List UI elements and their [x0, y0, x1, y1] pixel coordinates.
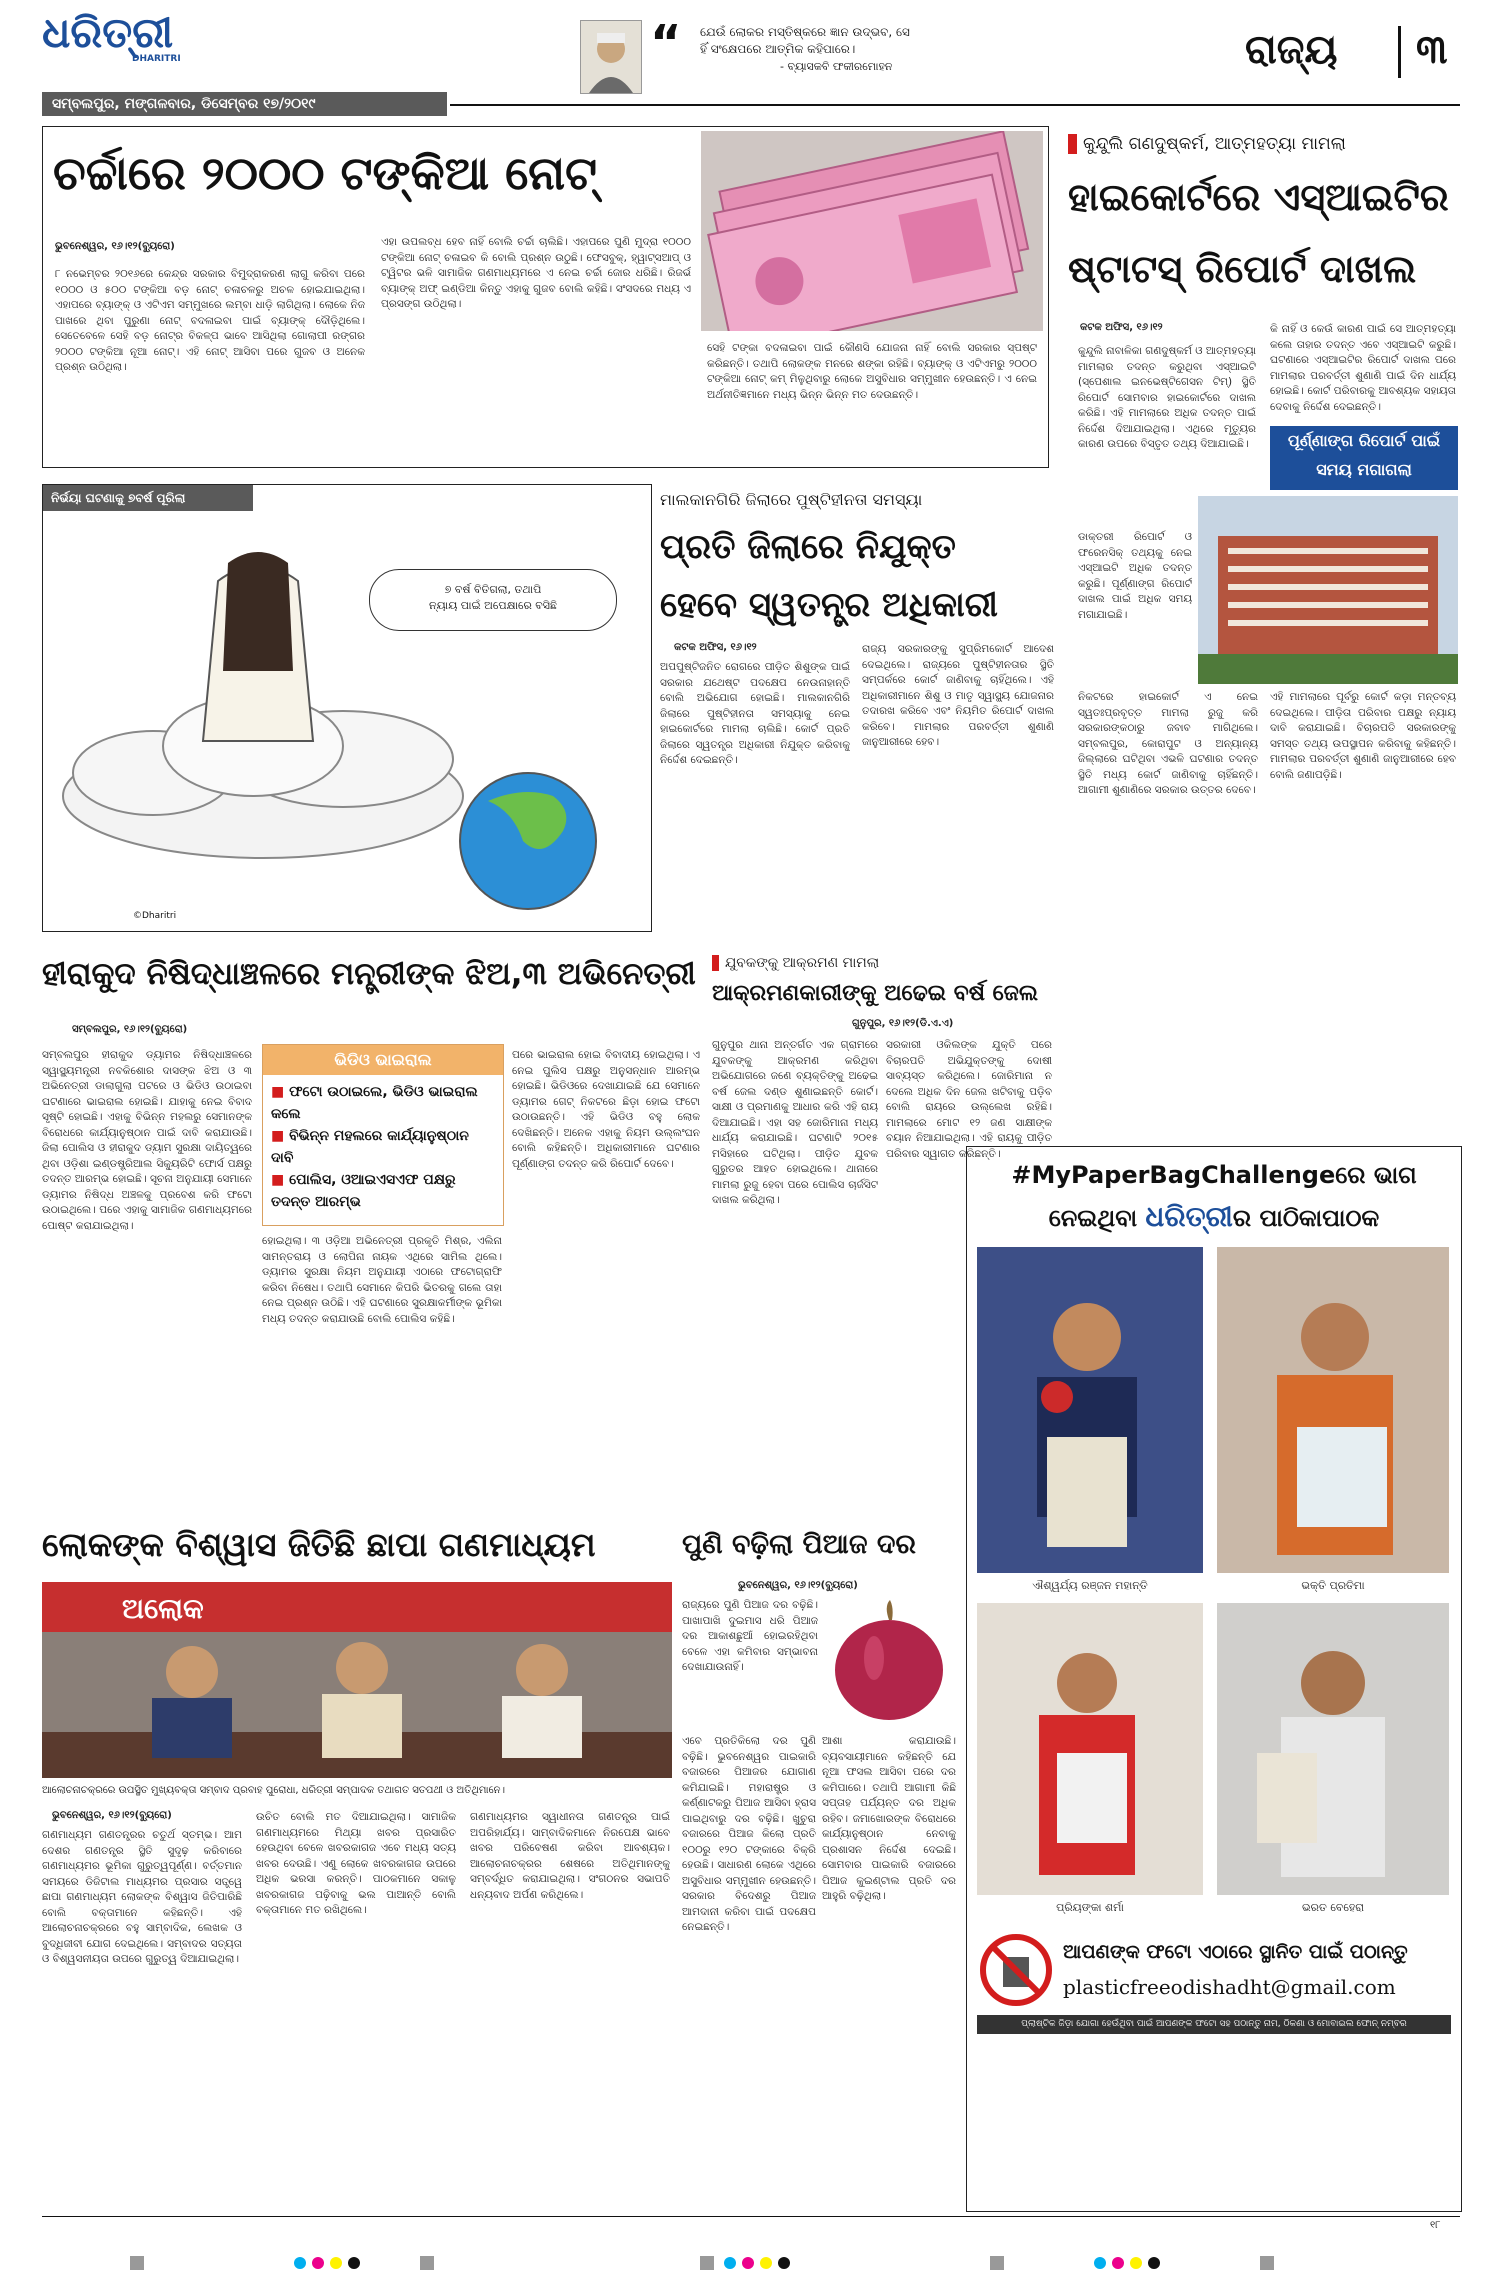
- highlight-title: ଭିଡିଓ ଭାଇରାଲ: [263, 1045, 503, 1075]
- dateline-text: ସମ୍ବଲପୁର, ମଙ୍ଗଳବାର, ଡିସେମ୍ବର ୧୭/୨୦୧୯: [52, 96, 316, 112]
- speech-line: ୭ ବର୍ଷ ବିତିଗଲା, ତଥାପି: [444, 583, 542, 596]
- reader-photo: [1217, 1603, 1449, 1895]
- hirakud-highlight-box: [262, 1044, 504, 1226]
- malkangiri-dateline: କଟକ ଅଫିସ, ୧୬।୧୨: [674, 642, 757, 653]
- reader-photo: [977, 1247, 1203, 1573]
- notes-story: [42, 126, 1049, 468]
- campaign-email[interactable]: plasticfreeodishadht@gmail.com: [1063, 1975, 1396, 1999]
- highlight-bullet: ■ ପୋଲିସ, ଓଆଇଏସଏଫ ପକ୍ଷରୁ ତଦନ୍ତ ଆରମ୍ଭ: [271, 1172, 456, 1210]
- onion-dateline: ଭୁବନେଶ୍ୱର, ୧୬।୧୨(ବ୍ୟୁରୋ): [738, 1580, 858, 1591]
- hc-col5: ଏହି ମାମଲାରେ ପୂର୍ବରୁ କୋର୍ଟ କଡ଼ା ମନ୍ତବ୍ୟ ଦେଇଥିଲେ। ପୀଡ଼ିତା ପରିବାର ପକ୍ଷରୁ ନ୍ୟାୟ ଦାବି କରାଯାଇଛି। ବିଚାରପତି ସରକାରଙ୍କୁ ସମସ୍ତ ତଥ୍ୟ ଉପସ୍ଥାପନ କରିବାକୁ କହିଛନ୍ତି। ମାମଲାର ପରବର୍ତ୍ତୀ ଶୁଣାଣି ଜାନୁଆରୀରେ ହେବ ବୋଲି ଜଣାପଡ଼ିଛି।: [1270, 691, 1456, 781]
- hc-headline: ଷ୍ଟାଟସ୍ ରିପୋର୍ଟ ଦାଖଲ: [1068, 247, 1417, 291]
- speech-bubble: [369, 569, 617, 631]
- hc-kicker: [1068, 132, 1460, 156]
- page-number: ୩: [1416, 27, 1448, 73]
- hc-story: [1068, 126, 1460, 1136]
- kicker-bar: [712, 955, 719, 971]
- campaign-box: [966, 1146, 1462, 2212]
- highlight-bullet: ■ ଫଟୋ ଉଠାଇଲେ, ଭିଡିଓ ଭାଇରାଲ କଲେ: [271, 1084, 478, 1122]
- hc-col1: କୁନ୍ଦୁଲି ନାବାଳିକା ଗଣଦୁଷ୍କର୍ମ ଓ ଆତ୍ମହତ୍ୟା ମାମଲାର ତଦନ୍ତ କରୁଥିବା ଏସ୍ଆଇଟି (ସ୍ପେଶାଲ ଇନଭେଷ୍ଟିଗେସନ ଟିମ୍) ସ୍ଥିତି ରିପୋର୍ଟ ସୋମବାର ହାଇକୋର୍ଟରେ ଦାଖଲ କରିଛି। ଏହି ମାମଲାରେ ଅଧିକ ତଦନ୍ତ ପାଇଁ ନିର୍ଦ୍ଦେଶ ଦିଆଯାଇଥିଲା। ଏଥିରେ ମୃତ୍ୟୁର କାରଣ ଉପରେ ବିସ୍ତୃତ ତଥ୍ୟ ଦିଆଯାଇଛି।: [1078, 345, 1256, 450]
- assault-kicker: ଯୁବକଙ୍କୁ ଆକ୍ରମଣ ମାମଲା: [712, 952, 1052, 974]
- media-dateline: ଭୁବନେଶ୍ୱର, ୧୬।୧୨(ବ୍ୟୁରୋ): [52, 1810, 172, 1821]
- campaign-note: ପ୍ଲାଷ୍ଟିକ ଜିଡ଼ା ଯୋଗା ହେଉଁଥିବା ପାଇଁ ଆପଣଙ୍କ ଫଟୋ ସହ ପଠାନ୍ତୁ ନାମ, ଠିକଣା ଓ ମୋବାଇଲ ଫୋନ୍ ନମ୍ବର: [977, 2015, 1451, 2034]
- media-caption: ଆଲୋଚନାଚକ୍ରରେ ଉପସ୍ଥିତ ମୁଖ୍ୟବକ୍ତା ସମ୍ବାଦ ପ୍ରବାହ ପୁରୋଧା, ଧରିତ୍ରୀ ସମ୍ପାଦକ ତଥାଗତ ସତପଥୀ ଓ ଅତିଥିମାନେ।: [42, 1785, 505, 1796]
- campaign-title: #MyPaperBagChallengeରେ ଭାଗ: [1011, 1161, 1417, 1189]
- reader-photo: [977, 1603, 1203, 1895]
- no-plastic-icon: [979, 1933, 1053, 2007]
- cartoon-credit: ©Dharitri: [133, 911, 177, 921]
- malkangiri-headline: ହେବେ ସ୍ୱତନ୍ତ୍ର ଅଧିକାରୀ: [660, 585, 998, 625]
- media-col3: ଗଣମାଧ୍ୟମର ସ୍ୱାଧୀନତା ଗଣତନ୍ତ୍ର ପାଇଁ ଅପରିହାର୍ଯ୍ୟ। ସାମ୍ବାଦିକମାନେ ନିରପେକ୍ଷ ଭାବେ ଖବର ପରିବେଷଣ କରିବା ଆବଶ୍ୟକ। ଆଲୋଚନାଚକ୍ରର ଶେଷରେ ଅତିଥିମାନଙ୍କୁ ସମ୍ବର୍ଦ୍ଧିତ କରାଯାଇଥିଲା। ସଂଗଠନର ସଭାପତି ଧନ୍ୟବାଦ ଅର୍ପଣ କରିଥିଲେ।: [470, 1811, 670, 1901]
- notes-headline: ଚର୍ଚ୍ଚାରେ ୨୦୦୦ ଟଙ୍କିଆ ନୋଟ୍: [53, 146, 598, 200]
- cartoon-title: ନିର୍ଭୟା ଘଟଣାକୁ ୭ବର୍ଷ ପୂରିଲା: [51, 491, 186, 505]
- masthead: [0, 0, 1500, 118]
- hirakud-col2: ହୋଇଥିଲା। ୩ ଓଡ଼ିଆ ଅଭିନେତ୍ରୀ ପ୍ରକୃତି ମିଶ୍ର, ଏଲିନା ସାମନ୍ତରାୟ ଓ ଲୋପିନା ନାୟକ ଏଥିରେ ସାମିଲ ଥିଲେ। ଡ୍ୟାମର ସୁରକ୍ଷା ନିୟମ ଅନୁଯାୟୀ ଏଠାରେ ଫଟୋଗ୍ରାଫି କରିବା ନିଷେଧ। ତଥାପି ସେମାନେ କିପରି ଭିତରକୁ ଗଲେ ତାହା ନେଇ ପ୍ରଶ୍ନ ଉଠିଛି। ଏହି ଘଟଣାରେ ସୁରକ୍ଷାକର୍ମୀଙ୍କ ଭୂମିକା ମଧ୍ୟ ତଦନ୍ତ କରାଯାଉଛି ବୋଲି ପୋଲିସ କହିଛି।: [262, 1235, 502, 1325]
- hc-subhead: ପୂର୍ଣ୍ଣାଙ୍ଗ ରିପୋର୍ଟ ପାଇଁ: [1287, 431, 1441, 450]
- hirakud-col1: ସମ୍ବଲପୁର ହୀରାକୁଦ ଡ୍ୟାମର ନିଷିଦ୍ଧାଞ୍ଚଳରେ ସ୍ୱାସ୍ଥ୍ୟମନ୍ତ୍ରୀ ନବକିଶୋର ଦାସଙ୍କ ଝିଅ ଓ ୩ ଅଭିନେତ୍ରୀ ଡାଲାଗୁଲା ପଟରେ ଓ ଭିଡିଓ ଉଠାଇବା ଘଟଣାରେ ଭାଇରାଲ ହୋଇଛି। ଯାହାକୁ ନେଇ ବିବାଦ ସୃଷ୍ଟି ହୋଇଛି। ଏହାକୁ ବିଭିନ୍ନ ମହଲରୁ ସେମାନଙ୍କ ବିରୋଧରେ କାର୍ଯ୍ୟାନୁଷ୍ଠାନ ପାଇଁ ଦାବି କରାଯାଉଛି। ଜିଲା ପୋଲିସ ଓ ହୀରାକୁଦ ଡ୍ୟାମ ସୁରକ୍ଷା ଦାୟିତ୍ୱରେ ଥିବା ଓଡ଼ିଶା ଇଣ୍ଡଷ୍ଟ୍ରିଆଲ ସିକ୍ୟୁରିଟି ଫୋର୍ସ ପକ୍ଷରୁ ତଦନ୍ତ ଆରମ୍ଭ ହୋଇଛି। ସୂଚନା ଅନୁଯାୟୀ ସେମାନେ ଡ୍ୟାମର ନିଷିଦ୍ଧ ଅଞ୍ଚଳକୁ ପ୍ରବେଶ କରି ଫଟୋ ଉଠାଇଥିଲେ। ପରେ ଏହାକୁ ସାମାଜିକ ଗଣମାଧ୍ୟମରେ ପୋଷ୍ଟ କରାଯାଇଥିଲା।: [42, 1049, 252, 1232]
- kicker-bar: [1068, 134, 1077, 154]
- hirakud-story: [42, 944, 702, 1514]
- section-divider: [1398, 26, 1401, 78]
- notes-dateline: ଭୁବନେଶ୍ୱର, ୧୬।୧୨(ବ୍ୟୁରୋ): [55, 241, 175, 252]
- campaign-logo: ଧରିତ୍ରୀ: [1145, 1200, 1233, 1233]
- hc-col2: କି ନାହିଁ ଓ କେଉଁ କାରଣ ପାଇଁ ସେ ଆତ୍ମହତ୍ୟା କଲେ ତାହାର ତଦନ୍ତ ଏବେ ଏସ୍ଆଇଟି କରୁଛି। ଘଟଣାରେ ଏସ୍ଆଇଟିର ରିପୋର୍ଟ ଦାଖଲ ପରେ ମାମଲାର ପରବର୍ତ୍ତୀ ଶୁଣାଣି ପାଇଁ ଦିନ ଧାର୍ଯ୍ୟ ହୋଇଛି। କୋର୍ଟ ପରିବାରକୁ ଆବଶ୍ୟକ ସହାୟତା ଦେବାକୁ ନିର୍ଦ୍ଦେଶ ଦେଇଛନ୍ତି।: [1270, 323, 1456, 413]
- malkangiri-col1: ଅପପୁଷ୍ଟିଜନିତ ରୋଗରେ ପୀଡ଼ିତ ଶିଶୁଙ୍କ ପାଇଁ ସରକାର ଯଥେଷ୍ଟ ପଦକ୍ଷେପ ନେଉନାହାନ୍ତି ବୋଲି ଅଭିଯୋଗ ହୋଇଛି। ମାଲକାନଗିରି ଜିଲାରେ ପୁଷ୍ଟିହୀନତା ସମସ୍ୟାକୁ ନେଇ ହାଇକୋର୍ଟରେ ମାମଲା ଚାଲିଛି। କୋର୍ଟ ପ୍ରତି ଜିଲାରେ ସ୍ୱତନ୍ତ୍ର ଅଧିକାରୀ ନିଯୁକ୍ତ କରିବାକୁ ନିର୍ଦ୍ଦେଶ ଦେଇଛନ୍ତି।: [660, 661, 850, 766]
- dateline-bar: [42, 92, 447, 116]
- media-story: [42, 1520, 672, 2210]
- onion-col1: ଏବେ ପ୍ରତିକିଲୋ ଦର ପୁଣି ବଢ଼ିଛି। ଭୁବନେଶ୍ୱର ପାଇକାରି ବଜାରରେ ପିଆଜର ଯୋଗାଣ କମିଯାଇଛି। ମହାରାଷ୍ଟ୍ର ଓ କର୍ଣ୍ଣାଟକରୁ ପିଆଜ ଆସିବା ହ୍ରାସ ପାଇଥିବାରୁ ଦର ବଢ଼ିଛି। ଖୁଚୁରା ବଜାରରେ ପିଆଜ କିଲୋ ପ୍ରତି ୧୦୦ରୁ ୧୨୦ ଟଙ୍କାରେ ବିକ୍ରି ହେଉଛି। ସାଧାରଣ ଲୋକେ ଏଥିରେ ଅସୁବିଧାର ସମ୍ମୁଖୀନ ହେଉଛନ୍ତି। ସରକାର ବିଦେଶରୁ ପିଆଜ ଆମଦାନୀ କରିବା ପାଇଁ ପଦକ୍ଷେପ ନେଇଛନ୍ତି।: [682, 1735, 816, 1933]
- reader-name: ଭରତ ବେହେରା: [1301, 1901, 1365, 1914]
- highlight-bullet: ■ ବିଭିନ୍ନ ମହଲରେ କାର୍ଯ୍ୟାନୁଷ୍ଠାନ ଦାବି: [271, 1128, 469, 1166]
- quote-line: ଯେଉଁ ଲୋକର ମସ୍ତିଷ୍କରେ ଜ୍ଞାନ ଉଦ୍ଭବ, ସେ: [700, 25, 910, 39]
- assault-col1: ଗୁନୁପୁର ଥାନା ଅନ୍ତର୍ଗତ ଏକ ଗ୍ରାମରେ ଯୁବକଙ୍କୁ ଆକ୍ରମଣ କରିଥିବା ଅଭିଯୋଗରେ ଜଣେ ବ୍ୟକ୍ତିଙ୍କୁ ଅଢେଇ ବର୍ଷ ଜେଲ ଦଣ୍ଡ ଶୁଣାଇଛନ୍ତି କୋର୍ଟ। ସାକ୍ଷୀ ଓ ପ୍ରମାଣକୁ ଆଧାର କରି ଏହି ରାୟ ଦିଆଯାଇଛି। ଏହା ସହ ଜୋରିମାନା ମଧ୍ୟ ଧାର୍ଯ୍ୟ କରାଯାଇଛି। ଘଟଣାଟି ୨୦୧୫ ମସିହାରେ ଘଟିଥିଲା। ପୀଡ଼ିତ ଯୁବକ ଗୁରୁତର ଆହତ ହୋଇଥିଲେ। ଥାନାରେ ମାମଲା ରୁଜୁ ହେବା ପରେ ପୋଲିସ ଚାର୍ଜସିଟ ଦାଖଲ କରିଥିଲା।: [712, 1039, 878, 1206]
- onion-headline: ପୁଣି ବଢ଼ିଲା ପିଆଜ ଦର: [682, 1529, 916, 1560]
- logo-text: ଧରିତ୍ରୀ: [42, 8, 174, 57]
- media-col1: ଗଣମାଧ୍ୟମ ଗଣତନ୍ତ୍ରର ଚତୁର୍ଥ ସ୍ତମ୍ଭ। ଆମ ଦେଶର ଗଣତନ୍ତ୍ର ସ୍ଥିତି ସୁଦୃଢ଼ କରିବାରେ ଗଣମାଧ୍ୟମର ଭୂମିକା ଗୁରୁତ୍ୱପୂର୍ଣ୍ଣ। ବର୍ତ୍ତମାନ ସମୟରେ ଡିଜିଟାଲ ମାଧ୍ୟମର ପ୍ରସାର ସତ୍ତ୍ୱେ ଛାପା ଗଣମାଧ୍ୟମ ଲୋକଙ୍କ ବିଶ୍ୱାସ ଜିତିପାରିଛି ବୋଲି ବକ୍ତାମାନେ କହିଛନ୍ତି। ଏହି ଆଲୋଚନାଚକ୍ରରେ ବହୁ ସାମ୍ବାଦିକ, ଲେଖକ ଓ ବୁଦ୍ଧିଜୀବୀ ଯୋଗ ଦେଇଥିଲେ। ସମ୍ବାଦର ସତ୍ୟତା ଓ ବିଶ୍ୱସନୀୟତା ଉପରେ ଗୁରୁତ୍ୱ ଦିଆଯାଇଥିଲା।: [42, 1829, 242, 1965]
- speech-line: ନ୍ୟାୟ ପାଇଁ ଅପେକ୍ଷାରେ ବସିଛି: [429, 599, 557, 612]
- cartoon-panel: [42, 484, 652, 932]
- reader-name: ଐଶ୍ୱର୍ଯ୍ୟ ରଞ୍ଜନ ମହାନ୍ତି: [1032, 1579, 1148, 1592]
- bullet-icon: ■: [271, 1128, 290, 1144]
- quote-line: ହିଁ ସଂକ୍ଷେପରେ ଆତ୍ମିକ କହିପାରେ।: [700, 42, 856, 56]
- notes-col2: ଏହା ଉପଲବ୍ଧ ହେବ ନାହିଁ ବୋଲି ଚର୍ଚ୍ଚା ଚାଲିଛି। ଏହାପରେ ପୁଣି ମୁଦ୍ରା ୧୦୦୦ ଟଙ୍କିଆ ନୋଟ୍ ଚଳାଇବ କି ବୋଲି ପ୍ରଶ୍ନ ଉଠୁଛି। ଫେସବୁକ୍, ହ୍ୱାଟ୍ସଆପ୍ ଓ ଟ୍ୱିଟର ଭଳି ସାମାଜିକ ଗଣମାଧ୍ୟମରେ ଏ ନେଇ ଚର୍ଚ୍ଚା ଜୋର ଧରିଛି। ରିଜର୍ଭ ବ୍ୟାଙ୍କ୍ ଅଫ୍ ଇଣ୍ଡିଆ କିନ୍ତୁ ଏହାକୁ ଗୁଜବ ବୋଲି କହିଛି। ସଂସଦରେ ମଧ୍ୟ ଏ ପ୍ରସଙ୍ଗ ଉଠିଥିଲା।: [381, 236, 691, 310]
- media-col2: ଉଚିତ ବୋଲି ମତ ଦିଆଯାଇଥିଲା। ସାମାଜିକ ଗଣମାଧ୍ୟମରେ ମିଥ୍ୟା ଖବର ପ୍ରସାରିତ ହେଉଥିବା ବେଳେ ଖବରକାଗଜ ଏବେ ମଧ୍ୟ ସତ୍ୟ ଖବର ଦେଉଛି। ଏଣୁ ଲୋକେ ଖବରକାଗଜ ଉପରେ ଅଧିକ ଭରସା କରନ୍ତି। ପାଠକମାନେ ସକାଳୁ ଖବରକାଗଜ ପଢ଼ିବାକୁ ଭଲ ପାଆନ୍ତି ବୋଲି ବକ୍ତାମାନେ ମତ ରଖିଥିଲେ।: [256, 1811, 456, 1916]
- notes-col1: ୮ ନଭେମ୍ବର ୨୦୧୬ରେ କେନ୍ଦ୍ର ସରକାର ବିମୁଦ୍ରାକରଣ ଲାଗୁ କରିବା ପରେ ୧୦୦୦ ଓ ୫୦୦ ଟଙ୍କିଆ ବଡ଼ ନୋଟ୍ ଚଳାଚଳରୁ ଅଚଳ ହୋଇଯାଇଥିଲା। ଏହାପରେ ବ୍ୟାଙ୍କ୍ ଓ ଏଟିଏମ ସମ୍ମୁଖରେ ଲମ୍ବା ଧାଡ଼ି ଲାଗିଥିଲା। ଲୋକେ ନିଜ ପାଖରେ ଥିବା ପୁରୁଣା ନୋଟ୍ ବଦଳାଇବା ପାଇଁ ବ୍ୟାଙ୍କ୍ ଦୌଡ଼ିଥିଲେ। ସେତେବେଳେ ସେହି ବଡ଼ ନୋଟ୍ର ବିକଳ୍ପ ଭାବେ ଆସିଥିଲା ଗୋଲାପୀ ରଙ୍ଗର ୨୦୦୦ ଟଙ୍କିଆ ନୂଆ ନୋଟ୍। ଏହି ନୋଟ୍ ଆସିବା ପରେ ଗୁଜବ ଓ ଅନେକ ପ୍ରଶ୍ନ ଉଠିଥିଲା।: [55, 268, 365, 373]
- hirakud-col3: ପରେ ଭାଇରାଲ ହୋଇ ବିବାଦୀୟ ହୋଇଥିଲା। ଏ ନେଇ ପୁଲିସ ପକ୍ଷରୁ ଅନୁସନ୍ଧାନ ଆରମ୍ଭ ହୋଇଛି। ଭିଡିଓରେ ଦେଖାଯାଇଛି ଯେ ସେମାନେ ଡ୍ୟାମର ଗେଟ୍ ନିକଟରେ ଛିଡ଼ା ହୋଇ ଫଟୋ ଉଠାଉଛନ୍ତି। ଏହି ଭିଡିଓ ବହୁ ଲୋକ ଦେଖିଛନ୍ତି। ଅନେକ ଏହାକୁ ନିୟମ ଉଲ୍ଲଂଘନ ବୋଲି କହିଛନ୍ତି। ଅଧିକାରୀମାନେ ଘଟଣାର ପୂର୍ଣ୍ଣାଙ୍ଗ ତଦନ୍ତ କରି ରିପୋର୍ଟ ଦେବେ।: [512, 1049, 700, 1170]
- bullet-icon: ■: [271, 1084, 290, 1100]
- media-banner: ଅଲୋକ: [122, 1592, 204, 1625]
- section-name: ରାଜ୍ୟ: [1245, 27, 1338, 73]
- hc-subhead: ସମୟ ମଗାଗଲା: [1316, 460, 1412, 479]
- hc-kicker-text: କୁନ୍ଦୁଲି ଗଣଦୁଷ୍କର୍ମ, ଆତ୍ମହତ୍ୟା ମାମଲା: [1083, 134, 1346, 154]
- logo: [42, 8, 232, 68]
- onion-story: [682, 1520, 956, 2210]
- malkangiri-kicker: ମାଲକାନଗିରି ଜିଲାରେ ପୁଷ୍ଟିହୀନତା ସମସ୍ୟା: [660, 490, 923, 509]
- media-photo: [42, 1582, 672, 1778]
- quote-mark-icon: “: [650, 15, 682, 71]
- malkangiri-col2: ରାଜ୍ୟ ସରକାରଙ୍କୁ ସୁପ୍ରିମକୋର୍ଟ ଆଦେଶ ଦେଇଥିଲେ। ରାଜ୍ୟରେ ପୁଷ୍ଟିହୀନତାର ସ୍ଥିତି ସମ୍ପର୍କରେ କୋର୍ଟ ଜାଣିବାକୁ ଚାହିଁଥିଲେ। ଏହି ଅଧିକାରୀମାନେ ଶିଶୁ ଓ ମାତୃ ସ୍ୱାସ୍ଥ୍ୟ ଯୋଜନାର ତଦାରଖ କରିବେ ଏବଂ ନିୟମିତ ରିପୋର୍ଟ ଦାଖଲ କରିବେ। ମାମଲାର ପରବର୍ତ୍ତୀ ଶୁଣାଣି ଜାନୁଆରୀରେ ହେବ।: [862, 643, 1054, 748]
- header-rule: [450, 104, 1460, 106]
- hc-subhead-box: [1270, 426, 1458, 490]
- campaign-title-row: ନେଇଥିବା ଧରିତ୍ରୀର ପାଠିକାପାଠକ: [1048, 1200, 1380, 1233]
- notes-col3: ସେହି ଟଙ୍କା ବଦଳାଇବା ପାଇଁ କୌଣସି ଯୋଜନା ନାହିଁ ବୋଲି ସରକାର ସ୍ପଷ୍ଟ କରିଛନ୍ତି। ତଥାପି ଲୋକଙ୍କ ମନରେ ଶଙ୍କା ରହିଛି। ବ୍ୟାଙ୍କ୍ ଓ ଏଟିଏମରୁ ୨୦୦୦ ଟଙ୍କିଆ ନୋଟ୍ କମ୍ ମିଳୁଥିବାରୁ ଲୋକେ ଅସୁବିଧାର ସମ୍ମୁଖୀନ ହେଉଛନ୍ତି। ଏ ନେଇ ଅର୍ଥନୀତିଜ୍ଞମାନେ ମଧ୍ୟ ଭିନ୍ନ ଭିନ୍ନ ମତ ଦେଉଛନ୍ତି।: [707, 342, 1037, 401]
- hirakud-dateline: ସମ୍ବଲପୁର, ୧୬।୧୨(ବ୍ୟୁରୋ): [72, 1024, 188, 1035]
- hc-building-photo: [1198, 496, 1458, 684]
- assault-headline: ଆକ୍ରମଣକାରୀଙ୍କୁ ଅଢେଇ ବର୍ଷ ଜେଲ: [712, 981, 1039, 1006]
- assault-col2: ସରକାରୀ ଓକିଲଙ୍କ ଯୁକ୍ତି ପରେ ବିଚାରପତି ଅଭିଯୁକ୍ତଙ୍କୁ ଦୋଷୀ ସାବ୍ୟସ୍ତ କରିଥିଲେ। ଜୋରିମାନା ନ ଦେଲେ ଅଧିକ ଦିନ ଜେଲ ଖଟିବାକୁ ପଡ଼ିବ ବୋଲି ରାୟରେ ଉଲ୍ଲେଖ ରହିଛି। ମାମଲାରେ ମୋଟ ୧୨ ଜଣ ସାକ୍ଷୀଙ୍କ ବୟାନ ନିଆଯାଇଥିଲା। ଏହି ରାୟକୁ ପୀଡ଼ିତ ପରିବାର ସ୍ୱାଗତ କରିଛନ୍ତି।: [886, 1039, 1052, 1160]
- footer-page-code: ୧୮: [1430, 2220, 1441, 2231]
- hirakud-headline: ହୀରାକୁଦ ନିଷିଦ୍ଧାଞ୍ଚଳରେ ମନ୍ତ୍ରୀଙ୍କ ଝିଅ,୩ ଅଭିନେତ୍ରୀ: [42, 956, 696, 992]
- reader-photo: [1217, 1247, 1449, 1573]
- cartoon-title-bar: [43, 485, 253, 511]
- quote-box: [700, 24, 1030, 75]
- hc-headline: ହାଇକୋର୍ଟରେ ଏସ୍ଆଇଟିର: [1068, 175, 1449, 219]
- bullet-icon: ■: [271, 1172, 290, 1188]
- author-portrait: [580, 20, 642, 94]
- hc-col4: ନିକଟରେ ହାଇକୋର୍ଟ ଏ ନେଇ ସ୍ୱତଃପ୍ରବୃତ୍ତ ମାମଲା ରୁଜୁ କରି ସରକାରଙ୍କଠାରୁ ଜବାବ ମାଗିଥିଲେ। ସମ୍ବଲପୁର, କୋରାପୁଟ ଓ ଅନ୍ୟାନ୍ୟ ଜିଲ୍ଲାରେ ଘଟିଥିବା ଏଭଳି ଘଟଣାର ତଦନ୍ତ ସ୍ଥିତି ମଧ୍ୟ କୋର୍ଟ ଜାଣିବାକୁ ଚାହିଁଛନ୍ତି। ଆଗାମୀ ଶୁଣାଣିରେ ସରକାର ଉତ୍ତର ଦେବେ।: [1078, 691, 1258, 796]
- notes-photo: [701, 131, 1043, 331]
- quote-author: - ବ୍ୟାସକବି ଫକୀରମୋହନ: [780, 60, 893, 73]
- reader-name: ଭକ୍ତି ପ୍ରତିମା: [1301, 1579, 1365, 1592]
- assault-dateline: ଗୁନୁପୁର, ୧୬।୧୨(ଡି.ଏ.ଏ): [852, 1018, 954, 1029]
- onion-col2: ଆଶା କରାଯାଉଛି। ବ୍ୟବସାୟୀମାନେ କହିଛନ୍ତି ଯେ ନୂଆ ଫସଲ ଆସିବା ପରେ ଦର କମିପାରେ। ତଥାପି ଆଗାମୀ କିଛି ସପ୍ତାହ ପର୍ଯ୍ୟନ୍ତ ଦର ଅଧିକ ରହିବ। ଜମାଖୋରଙ୍କ ବିରୋଧରେ କାର୍ଯ୍ୟାନୁଷ୍ଠାନ ନେବାକୁ ପ୍ରଶାସନ ନିର୍ଦ୍ଦେଶ ଦେଇଛି। ସୋମବାର ପାଇକାରି ବଜାରରେ ପିଆଜ କୁଇଣ୍ଟାଲ ପ୍ରତି ଦର ଆହୁରି ବଢ଼ିଥିଲା।: [822, 1735, 956, 1902]
- registration-marks: [0, 2250, 1500, 2274]
- media-headline: ଲୋକଙ୍କ ବିଶ୍ୱାସ ଜିତିଛି ଛାପା ଗଣମାଧ୍ୟମ: [42, 1525, 596, 1564]
- malkangiri-headline: ପ୍ରତି ଜିଲାରେ ନିଯୁକ୍ତ: [660, 527, 956, 567]
- onion-photo: [824, 1598, 954, 1728]
- onion-intro: ରାଜ୍ୟରେ ପୁଣି ପିଆଜ ଦର ବଢ଼ିଛି। ପାଖାପାଖି ଦୁଇମାସ ଧରି ପିଆଜ ଦର ଆକାଶଛୁଆଁ ହୋଇରହିଥିବା ବେଳେ ଏହା କମିବାର ସମ୍ଭାବନା ଦେଖାଯାଉନାହିଁ।: [682, 1599, 818, 1673]
- malkangiri-story: [660, 484, 1056, 934]
- hc-col3: ଡାକ୍ତରୀ ରିପୋର୍ଟ ଓ ଫରେନସିକ୍ ତଥ୍ୟକୁ ନେଇ ଏସ୍ଆଇଟି ଅଧିକ ତଦନ୍ତ କରୁଛି। ପୂର୍ଣ୍ଣାଙ୍ଗ ରିପୋର୍ଟ ଦାଖଲ ପାଇଁ ଅଧିକ ସମୟ ମଗାଯାଇଛି।: [1078, 531, 1192, 621]
- logo-sub: DHARITRI: [132, 54, 181, 64]
- footer-rule: [42, 2216, 1460, 2217]
- reader-name: ପ୍ରିୟଙ୍କା ଶର୍ମା: [1056, 1901, 1124, 1914]
- campaign-cta: ଆପଣଙ୍କ ଫଟୋ ଏଠାରେ ସ୍ଥାନିତ ପାଇଁ ପଠାନ୍ତୁ: [1063, 1941, 1408, 1963]
- hc-dateline: କଟକ ଅଫିସ, ୧୬।୧୨: [1080, 322, 1163, 333]
